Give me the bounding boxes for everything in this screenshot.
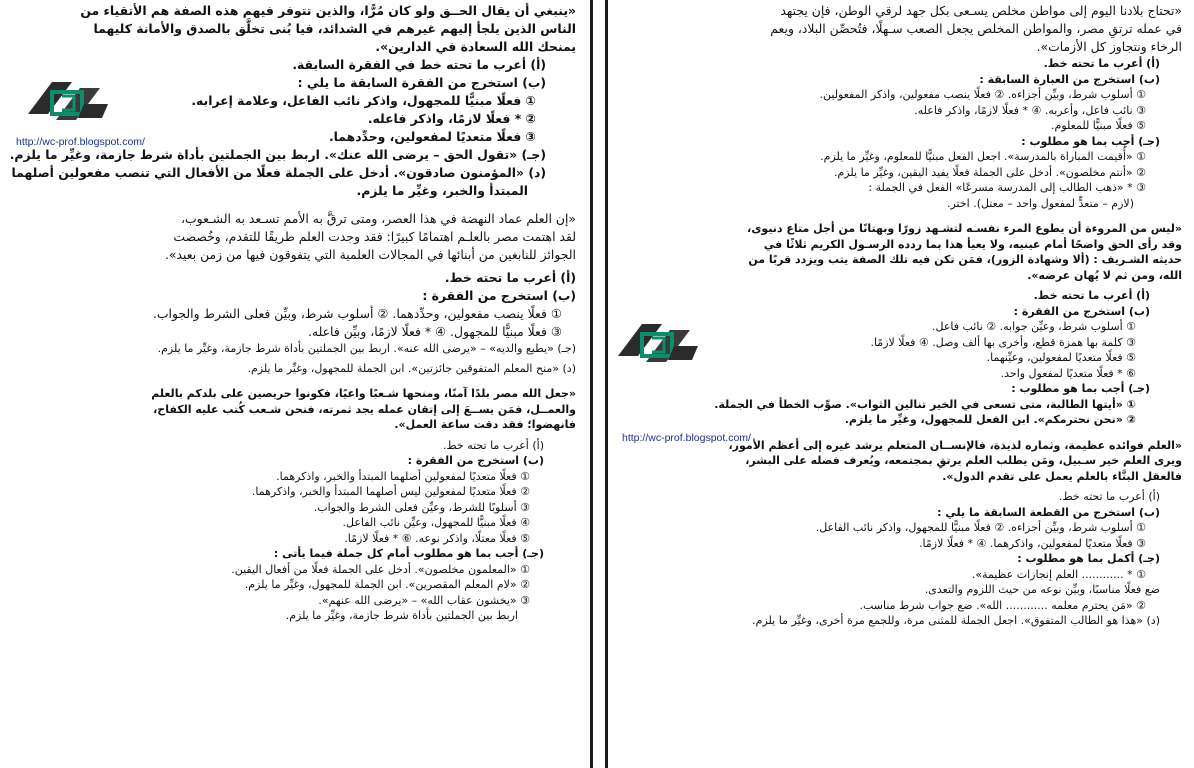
question-line: (أ) أعرب ما تحته خط. (442, 438, 544, 452)
passage-line: والعمــل، فمَن يســعَ إلى إتقان عمله يجد ثمرته، فنحن شـعب كُتب عليه الكفاح، (153, 402, 576, 416)
passage-2 (18, 210, 576, 264)
question-line: ② فعلًا متعديًا لمفعولين ليس أصلهما المبتدأ والخبر، واذكرهما. (251, 485, 530, 498)
question-line: (أ) أعرب ما تحته خط. (1058, 490, 1160, 503)
question-line: ⑤ فعلًا مبنيًّا للمعلوم. (1051, 119, 1146, 132)
passage-line: حديثه الشـريف : (ألا وشهادة الزور)، فمَن تكن فيه تلك الصفة يتب ويزدد قربًا من (748, 253, 1182, 266)
question-line: ① فعلًا متعديًا لمفعولين أصلهما المبتدأ والخبر، واذكرهما. (276, 469, 530, 483)
passage-line: «ينبغي أن يقال الحــق ولو كان مُرًّا، والذين تتوفر فيهم هذه الصفة هم الأتقياء من (80, 3, 576, 18)
question-line: (جـ) أجب بما هو مطلوب : (1011, 382, 1150, 395)
watermark-logo-icon (612, 316, 704, 370)
passage-line: ويرى العلم خير سـبيل، ومَن يطلب العلم يرتقِ بمجتمعه، ويُعرف فضله على البشر، (745, 454, 1182, 467)
question-line: ⑤ فعلًا معتلًا، واذكر نوعه. ⑥ * فعلًا لازمًا. (344, 531, 530, 545)
question-line: (لازم – متعدٍّ لمفعول واحد – معتل). اختر. (946, 196, 1134, 210)
question-line: (د) «منح المعلم المتفوقين جائزتين». ابن الجملة للمجهول، وغيِّر ما يلزم. (247, 361, 576, 375)
passage-line: الجوائز للنابغين من أبنائها في المجالات العلمية التي يتفوقون فيها من زمن بعيد». (164, 247, 576, 262)
question-line: ② «لام المعلم المقصرين». ابن الجملة للمجهول، وغيِّر ما يلزم. (244, 578, 530, 591)
question-line: ③ أسلوبًا للشرط، وعيِّن فعلى الشرط والجواب. (313, 500, 530, 514)
passage-line: «جعل الله مصر بلدًا آمنًا، ومنحها شـعبًا واعيًا، فكونوا حريصين على بلدكم بالعلم (151, 387, 576, 400)
question-line: (أ) أعرب ما تحته خط. (444, 270, 576, 285)
passage-line: الله، ومن ثم لا يُهان عرضه». (1027, 268, 1182, 282)
passage-line: الناس الذين يلجأ إليهم غيرهم في الشدائد، فيا بُنى تخلَّق بالصدق والأمانة كليهما (93, 21, 576, 36)
question-line: ④ فعلًا مبنيًّا للمجهول، وعيِّن نائب الفاعل. (342, 516, 530, 529)
question-line: (د) «المؤمنون صادقون». أدخل على الجملة فعلًا من الأفعال التي تنصب مفعولين أصلهما (11, 165, 546, 180)
question-line: ① فعلًا مبنيًّا للمجهول، واذكر نائب الفاعل، وعلامة إعرابه. (191, 93, 536, 108)
passage-line: «إن العلم عماد النهضة في هذا العصر، ومتى ترقَّ به الأمم تسـعد به الشـعوب، (181, 211, 576, 226)
passage-2 (618, 221, 1182, 283)
question-line: ② * فعلًا لازمًا، واذكر فاعله. (367, 111, 536, 126)
passage-line: «ليس من المروءة أن يطوع المرء نفسـه لتشـهد زورًا وبهتانًا من أجل متاع دنيوى، (747, 222, 1182, 235)
question-line: ① أسلوب شرط، وبيِّن أجزاءه. ② فعلًا مبنيًّا للمجهول، واذكر نائب الفاعل. (815, 521, 1146, 534)
passage-3 (18, 386, 576, 433)
question-line: (د) «هذا هو الطالب المتفوق». اجعل الجملة للمثنى مرة، وللجمع مرة أخرى، وغيِّر ما يلزم. (752, 614, 1160, 627)
passage-3 (618, 438, 1182, 485)
passage-line: لقد اهتمت مصر بالعلـم اهتمامًا كبيرًا: فقد وجدت العلم طريقًا للتقدم، وخُصصت (173, 229, 576, 244)
question-line: (ب) استخرج من الفقرة : (1013, 304, 1150, 318)
questions-1 (618, 56, 1182, 211)
question-line: ⑥ * فعلًا متعديًا لمفعول واحد. (1000, 366, 1136, 380)
question-line: ① أسلوب شرط، وعيِّن جوابه. ② نائب فاعل. (932, 320, 1136, 333)
right-page (608, 0, 1194, 768)
question-line: ③ كلمة بها همزة قطع، وأخرى بها ألف وصل. ④ فعلًا لازمًا. (870, 335, 1136, 349)
passage-line: «العلم فوائده عظيمة، وثماره لذيذة، فالإنســان المتعلم يرشد غيره إلى أعظم الأمور، (728, 438, 1182, 452)
question-line: ③ فعلًا متعديًا لمفعولين، وحدِّدهما. (328, 129, 536, 144)
question-line: ① «أيتها الطالبة، متى تسعى في الخير تنالين الثواب». صوِّب الخطأ في الجملة. (714, 397, 1136, 411)
question-line: (ب) استخرج من الفقرة : (407, 454, 544, 467)
question-line: (أ) أعرب ما تحته خط في الفقرة السابقة. (292, 57, 546, 72)
passage-1 (618, 2, 1182, 56)
question-line: ② «مَن يحترم معلمه ............ الله». ضع جواب شرط مناسب. (859, 598, 1146, 612)
passage-line: وقد رأى الحق واضحًا أمام عينيه، ولا يعيأ هذا بما ردده الرسـول الكريم ثلاثًا في (763, 237, 1182, 251)
watermark-url-link[interactable]: http://wc-prof.blogspot.com/ (16, 136, 145, 148)
questions-2 (18, 269, 576, 376)
question-line: (جـ) «تقول الحق – يرضى الله عنك». اربط بين الجملتين بأداة شرط جازمة، وغيِّر ما يلزم. (9, 147, 546, 162)
question-line: (جـ) أكمل بما هو مطلوب : (1017, 552, 1160, 565)
question-line: ضع فعلًا مناسبًا، وبيِّن نوعه من حيث اللزوم والتعدى. (924, 583, 1160, 596)
question-line: ① «المعلمون مخلصون». أدخل على الجملة فعلًا من أفعال اليقين. (231, 562, 530, 576)
question-line: ③ فعلًا مبنيًّا للمجهول. ④ * فعلًا لازمًا، وبيِّن فاعله. (307, 324, 562, 339)
question-line: (ب) استخرج من الفقرة السابقة ما يلي : (297, 75, 546, 90)
passage-line: في عمله ترتقِ مصر، والمواطن المخلص يجعل الصعب سـهلًا، فتُحصِّن البلاد، ويعم (770, 21, 1182, 36)
passage-line: فالعقل البنَّاء بالعلم يعمل على تقدم الدول». (942, 469, 1182, 483)
watermark-logo-icon (22, 74, 114, 128)
passage-1 (18, 2, 576, 56)
passage-line: الرخاء ونتجاوز كل الأزمات». (1036, 39, 1182, 54)
passage-line: يمنحك الله السعادة في الدارين». (375, 39, 576, 54)
question-line: (أ) أعرب ما تحته خط. (1043, 57, 1160, 70)
question-line: ③ نائب فاعل، وأعربه. ④ * فعلًا لازمًا، واذكر فاعله. (914, 103, 1146, 117)
watermark-url-link[interactable]: http://wc-prof.blogspot.com/ (622, 432, 751, 444)
passage-line: فانهضوا؛ فقد دقت ساعة العمل». (394, 418, 576, 431)
question-line: المبتدأ والخبر، وغيِّر ما يلزم. (356, 183, 528, 198)
question-line: ② «نحن نحترمكم». ابن الفعل للمجهول، وغيِّر ما يلزم. (844, 413, 1136, 426)
question-line: ① * ............ العلم إنجازات عظيمة». (971, 567, 1146, 581)
question-line: ① فعلًا ينصب مفعولين، وحدِّدهما. ② أسلوب شرط، وبيِّن فعلى الشرط والجواب. (152, 306, 562, 321)
questions-3 (618, 489, 1182, 629)
question-line: (ب) استخرج من القطعة السابقة ما يلي : (937, 505, 1160, 519)
page-gutter (590, 0, 608, 768)
questions-3 (18, 438, 576, 624)
question-line: (ب) استخرج من العبارة السابقة : (979, 72, 1160, 86)
question-line: (جـ) أجب بما هو مطلوب أمام كل جملة فيما يأتى : (273, 547, 544, 560)
question-line: ⑤ فعلًا متعديًا لمفعولين، وعيِّنهما. (986, 351, 1136, 364)
question-line: ③ «يخشون عقاب الله» – «يرضى الله عنهم». (318, 593, 530, 607)
question-line: ① أسلوب شرط، وبيِّن أجزاءه. ② فعلًا ينصب مفعولين، واذكر المفعولين. (819, 88, 1146, 101)
question-line: ③ فعلًا متعديًا لمفعولين، واذكرهما. ④ * فعلًا لازمًا. (919, 536, 1146, 550)
question-line: (أ) أعرب ما تحته خط. (1033, 289, 1150, 302)
question-line: ① «أُقيمت المباراة بالمدرسة». اجعل الفعل مبنيًّا للمعلوم، وغيِّر ما يلزم. (820, 150, 1146, 163)
question-line: ② «أنتم مخلصون». أدخل على الجملة فعلًا يفيد اليقين، وغيِّر ما يلزم. (834, 165, 1146, 179)
passage-line: «تحتاج بلادنا اليوم إلى مواطن مخلص يسـعى بكل جهد لرقي الوطن، فإن يجتهد (780, 3, 1182, 18)
question-line: (جـ) أجب بما هو مطلوب : (1021, 134, 1160, 148)
question-line: (جـ) «يطيع والديه» – «يرضى الله عنه». اربط بين الجملتين بأداة شرط جازمة، وغيِّر ما يلزم. (157, 342, 576, 355)
question-line: اربط بين الجملتين بأداة شرط جازمة، وغيِّر ما يلزم. (285, 609, 518, 622)
question-line: ③ * «ذهب الطالب إلى المدرسة مسرعًا» الفعل في الجملة : (868, 181, 1146, 194)
question-line: (ب) استخرج من الفقرة : (422, 288, 576, 303)
